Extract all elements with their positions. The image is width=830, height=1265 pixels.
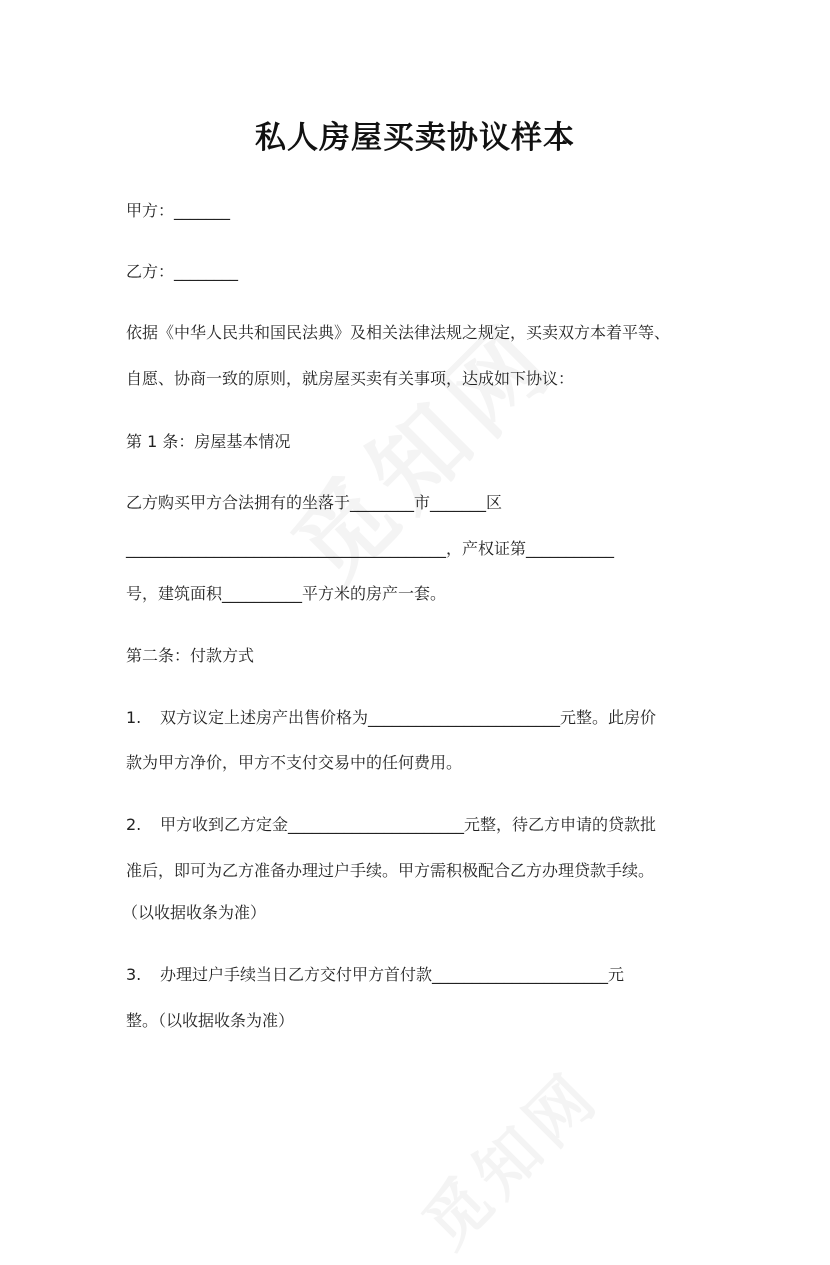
item-text: 办理过户手续当日乙方交付甲方首付款______________________元 [160, 965, 625, 984]
watermark-bottom [399, 1047, 617, 1265]
article2-item-1-cont: 款为甲方净价，甲方不支付交易中的任何费用。 [126, 753, 463, 772]
article2-item-1 [126, 707, 656, 729]
article2-item-3 [126, 964, 624, 986]
article1-line-2: ________________________________________，产权证第___________ [126, 539, 615, 558]
item-number: 3. [126, 965, 142, 984]
article2-item-2-note: （以收据收条为准） [122, 903, 267, 922]
article1-line-3: 号，建筑面积__________平方米的房产一套。 [126, 584, 447, 603]
item-text: 甲方收到乙方定金______________________元整，待乙方申请的贷款批 [160, 815, 657, 834]
party-a-line: 甲方：_______ [126, 201, 231, 220]
article2-item-2-cont: 准后，即可为乙方准备办理过户手续。甲方需积极配合乙方办理贷款手续。 [126, 861, 655, 880]
intro-line-2: 自愿、协商一致的原则，就房屋买卖有关事项，达成如下协议： [126, 369, 575, 388]
intro-line-1: 依据《中华人民共和国民法典》及相关法律法规之规定，买卖双方本着平等、 [126, 323, 671, 342]
article1-heading: 第 1 条：房屋基本情况 [126, 432, 291, 451]
item-text: 双方议定上述房产出售价格为________________________元整。此房价 [160, 708, 657, 727]
item-number: 1. [126, 708, 142, 727]
party-b-line: 乙方：________ [126, 262, 239, 281]
article2-item-3-cont: 整。（以收据收条为准） [126, 1011, 295, 1030]
document-title: 私人房屋买卖协议样本 [255, 120, 575, 156]
item-number: 2. [126, 815, 142, 834]
article2-item-2 [126, 814, 656, 836]
article2-heading: 第二条：付款方式 [126, 646, 255, 665]
article1-line-1: 乙方购买甲方合法拥有的坐落于________市_______区 [126, 493, 503, 512]
